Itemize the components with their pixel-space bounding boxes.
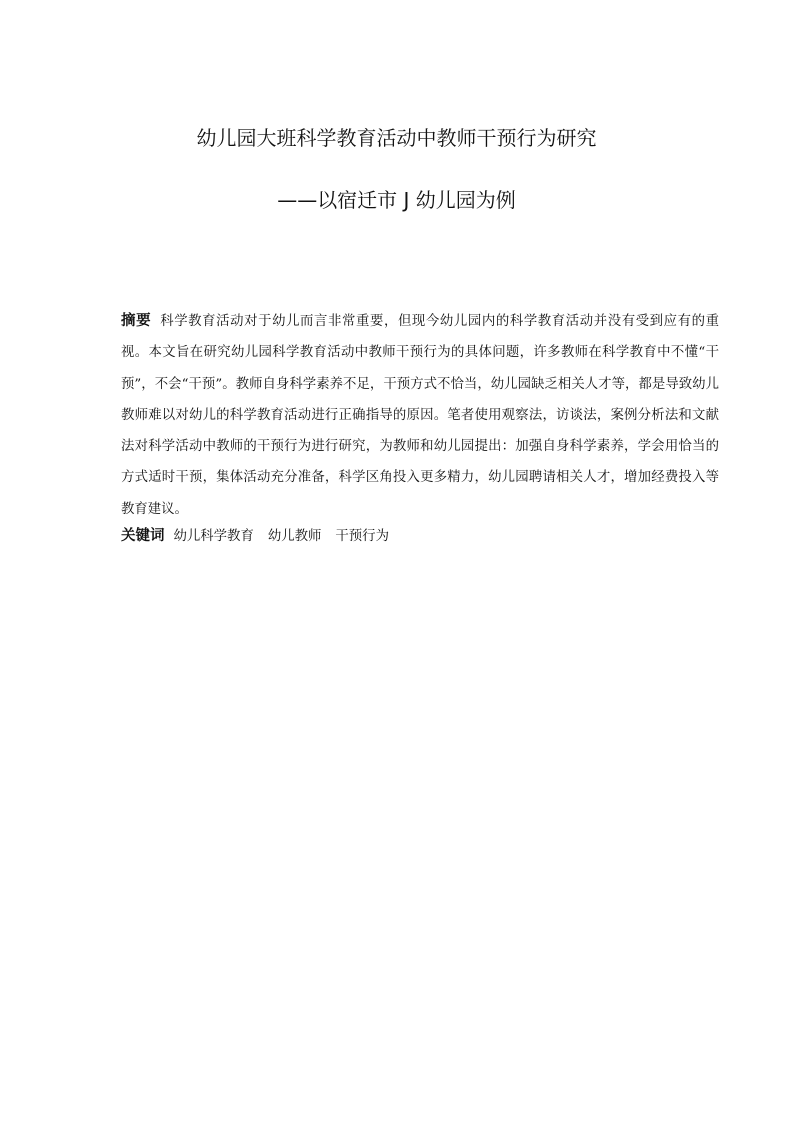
abstract-paragraph — [121, 306, 719, 525]
keyword-item: 幼儿科学教育 — [173, 529, 254, 544]
document-title: 幼儿园大班科学教育活动中教师干预行为研究 — [196, 126, 597, 150]
abstract-label: 摘要 — [121, 313, 152, 329]
document-subtitle: ——以宿迁市 J 幼儿园为例 — [277, 188, 516, 212]
keyword-item: 幼儿教师 — [267, 529, 322, 544]
keyword-item: 干预行为 — [335, 529, 389, 544]
abstract-text: 科学教育活动对于幼儿而言非常重要，但现今幼儿园内的科学教育活动并没有受到应有的重视。本文旨在研究幼儿园科学教育活动中教师干预行为的具体问题，许多教师在科学教育中不懂“干预”，不会“干预”。教师自身科学素养不足，干预方式不恰当，幼儿园缺乏相关人才等，都是导致幼儿教师难以对幼儿的科学教育活动进行正确指导的原因。笔者使用观察法，访谈法，案例分析法和文献法对科学活动中教师的干预行为进行研究，为教师和幼儿园提出：加强自身科学素养，学会用恰当的方式适时干预，集体活动充分准备，科学区角投入更多精力，幼儿园聘请相关人才，增加经费投入等教育建议。 — [121, 314, 720, 517]
keywords-label: 关键词 — [121, 528, 165, 544]
keywords-line — [121, 522, 719, 551]
